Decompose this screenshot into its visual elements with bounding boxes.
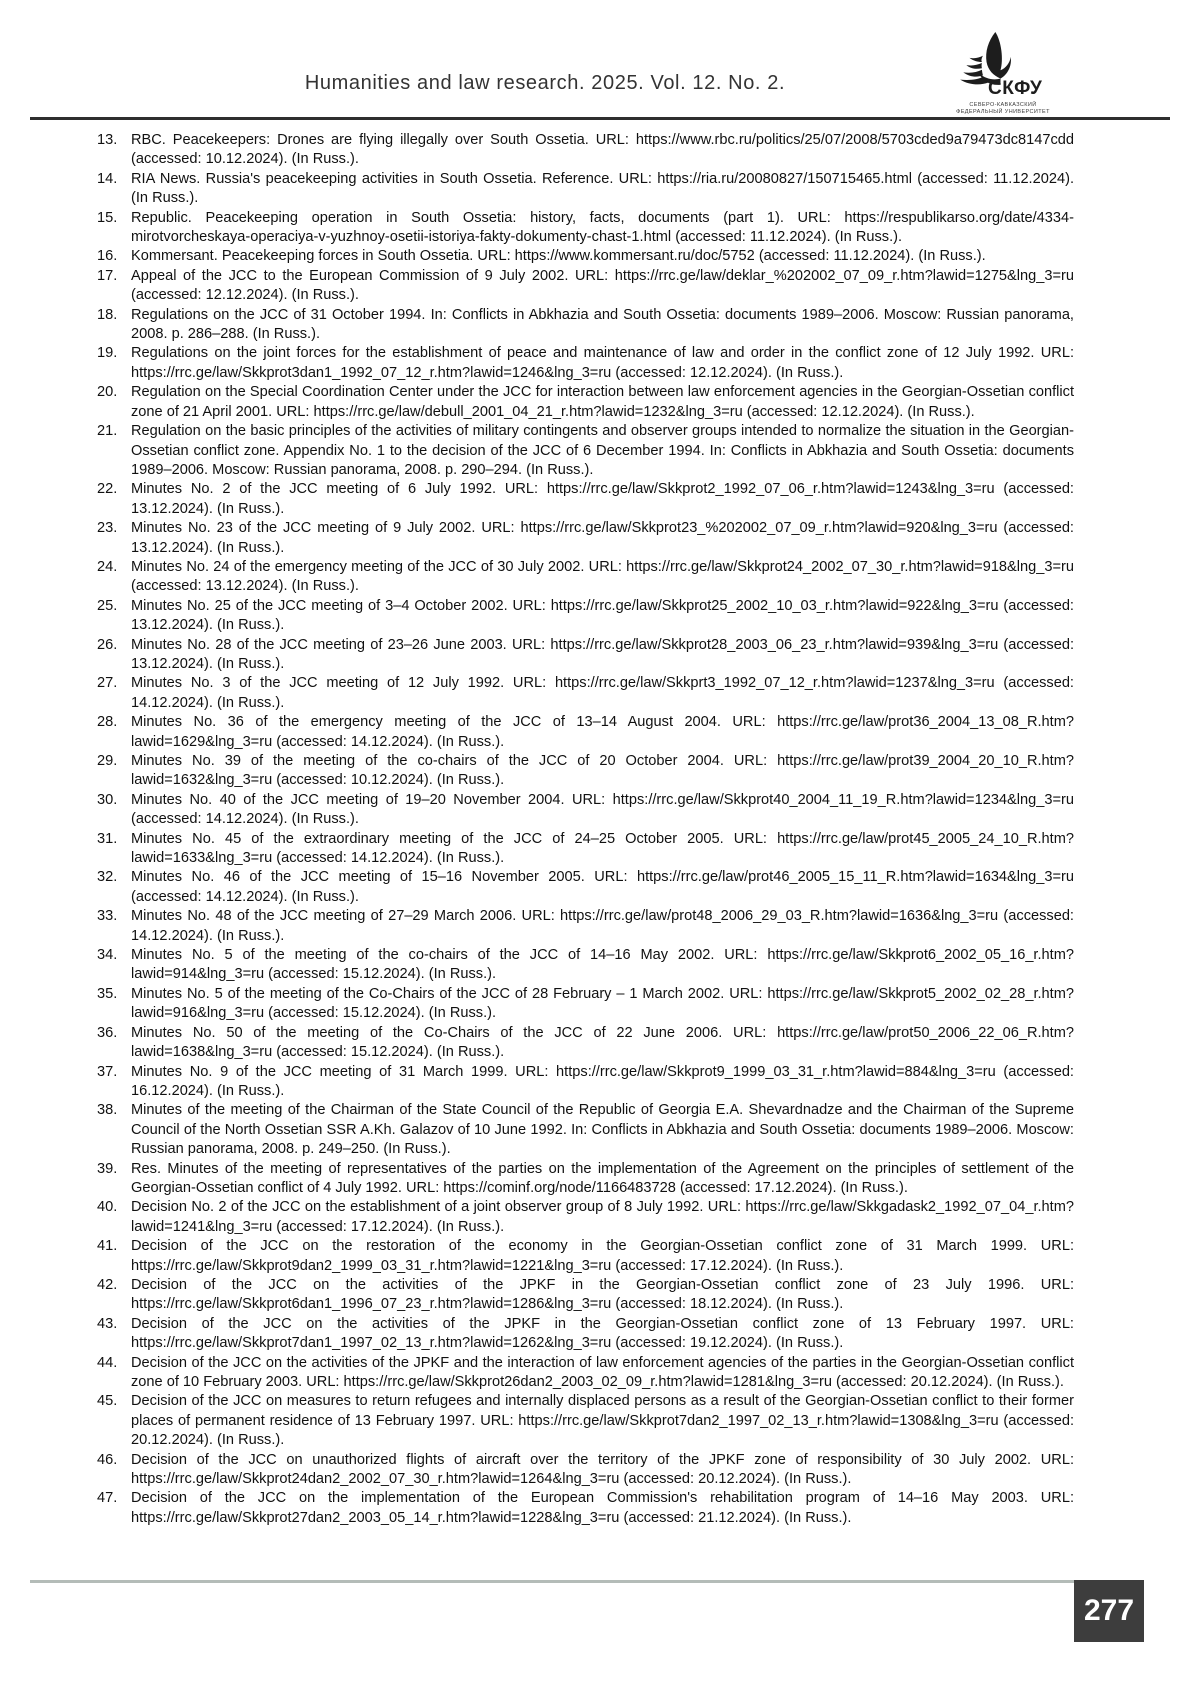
reference-number: 27. (97, 675, 118, 692)
reference-number: 37. (97, 1063, 118, 1080)
reference-number: 25. (97, 597, 118, 614)
reference-item (95, 1160, 1074, 1199)
reference-text: Regulation on the basic principles of the activities of military contingents and observer groups intended to normalize the situation in the Georgian-Ossetian conflict zone. Appendix No. 1 to the decision of the JCC of 6 December 1994. In: Conflicts in Abkhazia and South Ossetia: documents 1989–2006. Moscow: Russian panorama, 2008. p. 290–294. (In Russ.). (131, 423, 1074, 478)
reference-item (95, 1276, 1074, 1315)
reference-item (95, 1198, 1074, 1237)
reference-number: 30. (97, 791, 118, 808)
reference-number: 39. (97, 1160, 118, 1177)
reference-number: 28. (97, 714, 118, 731)
reference-text: Regulations on the joint forces for the establishment of peace and maintenance of law and order in the conflict zone of 12 July 1992. URL: https://rrc.ge/law/Skkprot3dan1_1992_07_12_r.htm?lawid=1246&lng_3=ru (accessed: 12.12.2024). (In Russ.). (131, 345, 1074, 381)
reference-number: 35. (97, 985, 118, 1002)
reference-text: Kommersant. Peacekeeping forces in South Ossetia. URL: https://www.kommersant.ru/doc/5752 (accessed: 11.12.2024). (In Russ.). (131, 248, 986, 265)
reference-item (95, 558, 1074, 597)
reference-number: 33. (97, 908, 118, 925)
reference-item (95, 1063, 1074, 1102)
reference-item (95, 713, 1074, 752)
reference-text: Decision No. 2 of the JCC on the establishment of a joint observer group of 8 July 1992. URL: https://rrc.ge/law/Skkgadask2_1992_07_04_r.htm?lawid=1241&lng_3=ru (accessed: 17.12.2024). (In Russ.). (131, 1199, 1074, 1235)
reference-item (95, 422, 1074, 480)
reference-item (95, 131, 1074, 170)
reference-text: Minutes No. 3 of the JCC meeting of 12 July 1992. URL: https://rrc.ge/law/Skkprt3_1992_07_12_r.htm?lawid=1237&lng_3=ru (accessed: 14.12.2024). (In Russ.). (131, 675, 1074, 711)
reference-item (95, 1315, 1074, 1354)
reference-item (95, 597, 1074, 636)
reference-number: 34. (97, 947, 118, 964)
reference-text: Decision of the JCC on the activities of the JPKF in the Georgian-Ossetian conflict zone of 13 February 1997. URL: https://rrc.ge/law/Skkprot7dan1_1997_02_13_r.htm?lawid=1262&lng_3=ru (accessed: 19.12.2024). (In Russ.). (131, 1315, 1074, 1352)
reference-number: 20. (97, 384, 118, 401)
reference-number: 24. (97, 558, 118, 575)
reference-text: RBC. Peacekeepers: Drones are flying illegally over South Ossetia. URL: https://www.rbc.ru/politics/25/07/2008/5703cded9a79473dc8147cdd (accessed: 10.12.2024). (In Russ.). (131, 132, 1074, 168)
reference-item (95, 267, 1074, 306)
reference-number: 40. (97, 1199, 118, 1216)
reference-text: Minutes No. 46 of the JCC meeting of 15–16 November 2005. URL: https://rrc.ge/law/prot46_2005_15_11_R.htm?lawid=1634&lng_3=ru (accessed: 14.12.2024). (In Russ.). (131, 869, 1074, 905)
reference-item (95, 830, 1074, 869)
reference-number: 29. (97, 753, 118, 769)
page-number-badge (1074, 1580, 1144, 1642)
reference-text: RIA News. Russia's peacekeeping activities in South Ossetia. Reference. URL: https://ria.ru/20080827/150715465.html (accessed: 11.12.2024). (In Russ.). (131, 170, 1074, 207)
reference-text: Regulations on the JCC of 31 October 1994. In: Conflicts in Abkhazia and South Ossetia: documents 1989–2006. Moscow: Russian panorama, 2008. p. 286–288. (In Russ.). (131, 306, 1074, 343)
reference-text: Minutes of the meeting of the Chairman of the State Council of the Republic of Georgia E.A. Shevardnadze and the Chairman of the Supreme Council of the North Ossetian SSR A.Kh. Galazov of 10 June 1992. In: Conflicts in Abkhazia and South Ossetia: documents 1989–2006. Moscow: Russian panorama, 2008. p. 249–250. (In Russ.). (131, 1102, 1074, 1158)
reference-item (95, 868, 1074, 907)
reference-item (95, 791, 1074, 830)
reference-number: 38. (97, 1102, 118, 1119)
logo-acronym: СКФУ (988, 78, 1043, 99)
logo-subtitle-line2: ФЕДЕРАЛЬНЫЙ УНИВЕРСИТЕТ (956, 109, 1050, 115)
reference-text: Minutes No. 39 of the meeting of the co-chairs of the JCC of 20 October 2004. URL: https://rrc.ge/law/prot39_2004_20_10_R.htm?lawid=1632&lng_3=ru (accessed: 10.12.2024). (In Russ.). (131, 753, 1074, 789)
reference-text: Decision of the JCC on the implementation of the European Commission's rehabilitation program of 14–16 May 2003. URL: https://rrc.ge/law/Skkprot27dan2_2003_05_14_r.htm?lawid=1228&lng_3=ru (accessed: 21.12.2024). (In Russ.). (131, 1490, 1074, 1526)
reference-number: 46. (97, 1451, 118, 1468)
journal-title: Humanities and law research. 2025. Vol. 12. No. 2. (304, 72, 786, 94)
reference-item (95, 636, 1074, 675)
reference-text: Minutes No. 23 of the JCC meeting of 9 July 2002. URL: https://rrc.ge/law/Skkprot23_%202002_07_09_r.htm?lawid=920&lng_3=ru (accessed: 13.12.2024). (In Russ.). (131, 520, 1074, 556)
reference-text: Regulation on the Special Coordination Center under the JCC for interaction between law enforcement agencies in the Georgian-Ossetian conflict zone of 21 April 2001. URL: https://rrc.ge/law/debull_2001_04_21_r.htm?lawid=1232&lng_3=ru (accessed: 12.12.2024). (In Russ.). (131, 384, 1074, 420)
reference-item (95, 1392, 1074, 1450)
reference-number: 21. (97, 423, 118, 440)
university-logo (948, 26, 1058, 118)
reference-item (95, 985, 1074, 1024)
reference-item (95, 247, 1074, 266)
reference-text: Decision of the JCC on the activities of the JPKF and the interaction of law enforcement agencies of the parties in the Georgian-Ossetian conflict zone of 10 February 2003. URL: https://rrc.ge/law/Skkprot26dan2_2003_02_09_r.htm?lawid=1281&lng_3=ru (accessed: 20.12.2024). (In Russ.). (131, 1354, 1074, 1390)
reference-item (95, 1489, 1074, 1528)
reference-number: 31. (97, 830, 118, 847)
reference-text: Republic. Peacekeeping operation in South Ossetia: history, facts, documents (part 1). URL: https://respublikarso.org/date/4334-mirotvorcheskaya-operaciya-v-yuzhnoy-osetii-istoriya-fakty-dokumenty-chast-1.html (accessed: 11.12.2024). (In Russ.). (131, 209, 1074, 246)
reference-text: Minutes No. 40 of the JCC meeting of 19–20 November 2004. URL: https://rrc.ge/law/Skkprot40_2004_11_19_R.htm?lawid=1234&lng_3=ru (accessed: 14.12.2024). (In Russ.). (131, 791, 1074, 828)
reference-number: 42. (97, 1276, 118, 1293)
reference-item (95, 344, 1074, 383)
reference-text: Minutes No. 5 of the meeting of the Co-Chairs of the JCC of 28 February – 1 March 2002. URL: https://rrc.ge/law/Skkprot5_2002_02_28_r.htm?lawid=916&lng_3=ru (accessed: 15.12.2024). (In Russ.). (131, 985, 1074, 1022)
reference-text: Minutes No. 24 of the emergency meeting of the JCC of 30 July 2002. URL: https://rrc.ge/law/Skkprot24_2002_07_30_r.htm?lawid=918&lng_3=ru (accessed: 13.12.2024). (In Russ.). (131, 558, 1074, 595)
reference-text: Minutes No. 28 of the JCC meeting of 23–26 June 2003. URL: https://rrc.ge/law/Skkprot28_2003_06_23_r.htm?lawid=939&lng_3=ru (accessed: 13.12.2024). (In Russ.). (131, 636, 1074, 672)
reference-number: 26. (97, 636, 118, 653)
reference-number: 16. (97, 248, 118, 265)
reference-number: 13. (97, 132, 118, 148)
reference-number: 18. (97, 306, 118, 323)
reference-number: 15. (97, 209, 118, 226)
reference-item (95, 1354, 1074, 1393)
reference-item (95, 209, 1074, 248)
reference-number: 22. (97, 481, 118, 498)
footer-divider (30, 1580, 1074, 1583)
reference-item (95, 383, 1074, 422)
reference-text: Minutes No. 25 of the JCC meeting of 3–4 October 2002. URL: https://rrc.ge/law/Skkprot25_2002_10_03_r.htm?lawid=922&lng_3=ru (accessed: 13.12.2024). (In Russ.). (131, 597, 1074, 634)
reference-text: Minutes No. 2 of the JCC meeting of 6 July 1992. URL: https://rrc.ge/law/Skkprot2_1992_07_06_r.htm?lawid=1243&lng_3=ru (accessed: 13.12.2024). (In Russ.). (131, 481, 1074, 517)
reference-number: 32. (97, 869, 118, 886)
reference-text: Decision of the JCC on measures to return refugees and internally displaced persons as a result of the Georgian-Ossetian conflict to their former places of permanent residence of 13 February 1997. URL: https://rrc.ge/law/Skkprot7dan2_1997_02_13_r.htm?lawid=1308&lng_3=ru (accessed: 20.12.2024). (In Russ.). (131, 1393, 1074, 1449)
reference-text: Minutes No. 45 of the extraordinary meeting of the JCC of 24–25 October 2005. URL: https://rrc.ge/law/prot45_2005_24_10_R.htm?lawid=1633&lng_3=ru (accessed: 14.12.2024). (In Russ.). (131, 830, 1074, 867)
reference-item (95, 1451, 1074, 1490)
references-list (95, 131, 1074, 1528)
page-number: 277 (1083, 1594, 1135, 1627)
reference-number: 45. (97, 1393, 118, 1410)
reference-item (95, 1024, 1074, 1063)
reference-item (95, 1237, 1074, 1276)
reference-item (95, 907, 1074, 946)
reference-number: 44. (97, 1354, 118, 1371)
reference-number: 23. (97, 520, 118, 537)
reference-item (95, 1101, 1074, 1159)
reference-text: Minutes No. 50 of the meeting of the Co-Chairs of the JCC of 22 June 2006. URL: https://rrc.ge/law/prot50_2006_22_06_R.htm?lawid=1638&lng_3=ru (accessed: 15.12.2024). (In Russ.). (131, 1024, 1074, 1061)
page-header (0, 0, 1200, 120)
reference-text: Minutes No. 48 of the JCC meeting of 27–29 March 2006. URL: https://rrc.ge/law/prot48_2006_29_03_R.htm?lawid=1636&lng_3=ru (accessed: 14.12.2024). (In Russ.). (131, 908, 1074, 944)
reference-item (95, 946, 1074, 985)
reference-text: Appeal of the JCC to the European Commission of 9 July 2002. URL: https://rrc.ge/law/deklar_%202002_07_09_r.htm?lawid=1275&lng_3=ru (accessed: 12.12.2024). (In Russ.). (131, 267, 1074, 304)
reference-number: 17. (97, 267, 118, 284)
reference-item (95, 306, 1074, 345)
reference-item (95, 480, 1074, 519)
reference-item (95, 170, 1074, 209)
reference-text: Decision of the JCC on the activities of the JPKF in the Georgian-Ossetian conflict zone of 23 July 1996. URL: https://rrc.ge/law/Skkprot6dan1_1996_07_23_r.htm?lawid=1286&lng_3=ru (accessed: 18.12.2024). (In Russ.). (131, 1276, 1074, 1313)
reference-number: 47. (97, 1490, 118, 1507)
header-divider (30, 117, 1170, 120)
logo-subtitle (948, 102, 1058, 116)
reference-number: 14. (97, 170, 118, 187)
reference-number: 19. (97, 345, 118, 362)
reference-text: Res. Minutes of the meeting of representatives of the parties on the implementation of the Agreement on the principles of settlement of the Georgian-Ossetian conflict of 4 July 1992. URL: https://cominf.org/node/1166483728 (accessed: 17.12.2024). (In Russ.). (131, 1160, 1074, 1196)
reference-number: 43. (97, 1315, 118, 1332)
reference-text: Minutes No. 5 of the meeting of the co-chairs of the JCC of 14–16 May 2002. URL: https://rrc.ge/law/Skkprot6_2002_05_16_r.htm?lawid=914&lng_3=ru (accessed: 15.12.2024). (In Russ.). (131, 947, 1074, 983)
reference-number: 41. (97, 1238, 118, 1255)
reference-text: Minutes No. 9 of the JCC meeting of 31 March 1999. URL: https://rrc.ge/law/Skkprot9_1999_03_31_r.htm?lawid=884&lng_3=ru (accessed: 16.12.2024). (In Russ.). (131, 1063, 1074, 1099)
reference-text: Minutes No. 36 of the emergency meeting of the JCC of 13–14 August 2004. URL: https://rrc.ge/law/prot36_2004_13_08_R.htm?lawid=1629&lng_3=ru (accessed: 14.12.2024). (In Russ.). (131, 714, 1074, 750)
reference-text: Decision of the JCC on unauthorized flights of aircraft over the territory of the JPKF zone of responsibility of 30 July 2002. URL: https://rrc.ge/law/Skkprot24dan2_2002_07_30_r.htm?lawid=1264&lng_3=ru (accessed: 20.12.2024). (In Russ.). (131, 1451, 1074, 1488)
reference-item (95, 519, 1074, 558)
reference-number: 36. (97, 1024, 118, 1041)
reference-text: Decision of the JCC on the restoration of the economy in the Georgian-Ossetian conflict zone of 31 March 1999. URL: https://rrc.ge/law/Skkprot9dan2_1999_03_31_r.htm?lawid=1221&lng_3=ru (accessed: 17.12.2024). (In Russ.). (131, 1238, 1074, 1274)
reference-item (95, 674, 1074, 713)
logo-subtitle-line1: СЕВЕРО-КАВКАЗСКИЙ (969, 102, 1037, 108)
reference-item (95, 752, 1074, 791)
